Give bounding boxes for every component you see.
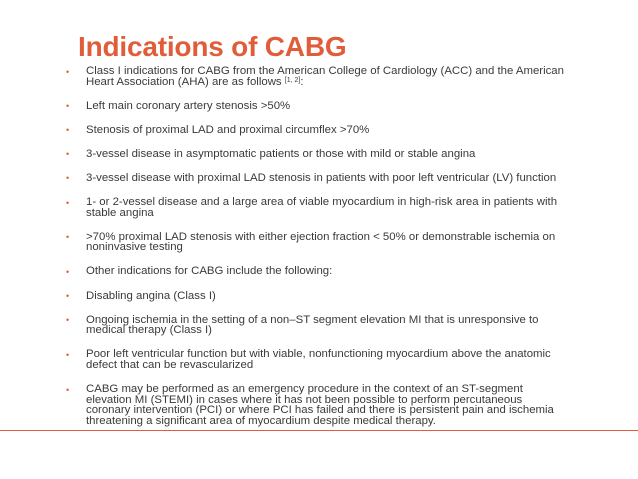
bullet-text-suffix: : xyxy=(300,75,304,88)
bullet-item xyxy=(66,101,566,112)
bullet-marker: • xyxy=(66,291,70,302)
bullet-item xyxy=(66,66,566,87)
bullet-marker: • xyxy=(66,66,70,77)
bullet-text: 3-vessel disease with proximal LAD stenosis in patients with poor left ventricular (LV) function xyxy=(86,171,557,184)
bullet-item xyxy=(66,349,566,370)
bullet-item xyxy=(66,315,566,336)
bullet-marker: • xyxy=(66,149,70,160)
bullet-text: Stenosis of proximal LAD and proximal circumflex >70% xyxy=(86,123,370,136)
bullet-text: 3-vessel disease in asymptomatic patients or those with mild or stable angina xyxy=(86,147,476,160)
bullet-text: Class I indications for CABG from the American College of Cardiology (ACC) and the American Heart Association (AHA) are as follows xyxy=(86,65,564,88)
slide-title: Indications of CABG xyxy=(78,31,347,62)
bullet-item xyxy=(66,291,566,302)
bullet-item xyxy=(66,197,566,218)
bullet-item xyxy=(66,384,566,426)
bullet-marker: • xyxy=(66,101,70,112)
bullet-text: 1- or 2-vessel disease and a large area of viable myocardium in high-risk area in patients with stable angina xyxy=(86,196,558,219)
bullet-item xyxy=(66,232,566,253)
bullet-item xyxy=(66,173,566,184)
bullet-text: CABG may be performed as an emergency procedure in the context of an ST-segment elevation MI (STEMI) in cases where it has not been possible to perform percutaneous coronary intervention (PCI) or where PCI has failed and there is persistent pain and ischemia threatening a significant area of myocardium despite medical therapy. xyxy=(86,383,554,427)
bullet-marker: • xyxy=(66,125,70,136)
bullet-marker: • xyxy=(66,197,70,208)
citation: [1, 2] xyxy=(284,76,301,84)
bullet-text: Left main coronary artery stenosis >50% xyxy=(86,99,291,112)
bullet-text: Disabling angina (Class I) xyxy=(86,289,216,302)
bullet-item xyxy=(66,149,566,160)
bullet-item xyxy=(66,266,566,277)
bullet-marker: • xyxy=(66,315,70,326)
bullet-marker: • xyxy=(66,384,70,395)
bullet-text: Poor left ventricular function but with viable, nonfunctioning myocardium above the anatomic defect that can be revascularized xyxy=(86,348,551,371)
bullet-list xyxy=(66,66,566,440)
bullet-marker: • xyxy=(66,232,70,243)
bullet-item xyxy=(66,125,566,136)
bullet-text: >70% proximal LAD stenosis with either ejection fraction < 50% or demonstrable ischemia on noninvasive testing xyxy=(86,230,556,254)
bullet-marker: • xyxy=(66,349,70,360)
bullet-marker: • xyxy=(66,173,70,184)
bullet-text: Ongoing ischemia in the setting of a non–ST segment elevation MI that is unresponsive to medical therapy (Class I) xyxy=(86,313,539,337)
bullet-text: Other indications for CABG include the following: xyxy=(86,265,333,278)
bullet-marker: • xyxy=(66,266,70,277)
